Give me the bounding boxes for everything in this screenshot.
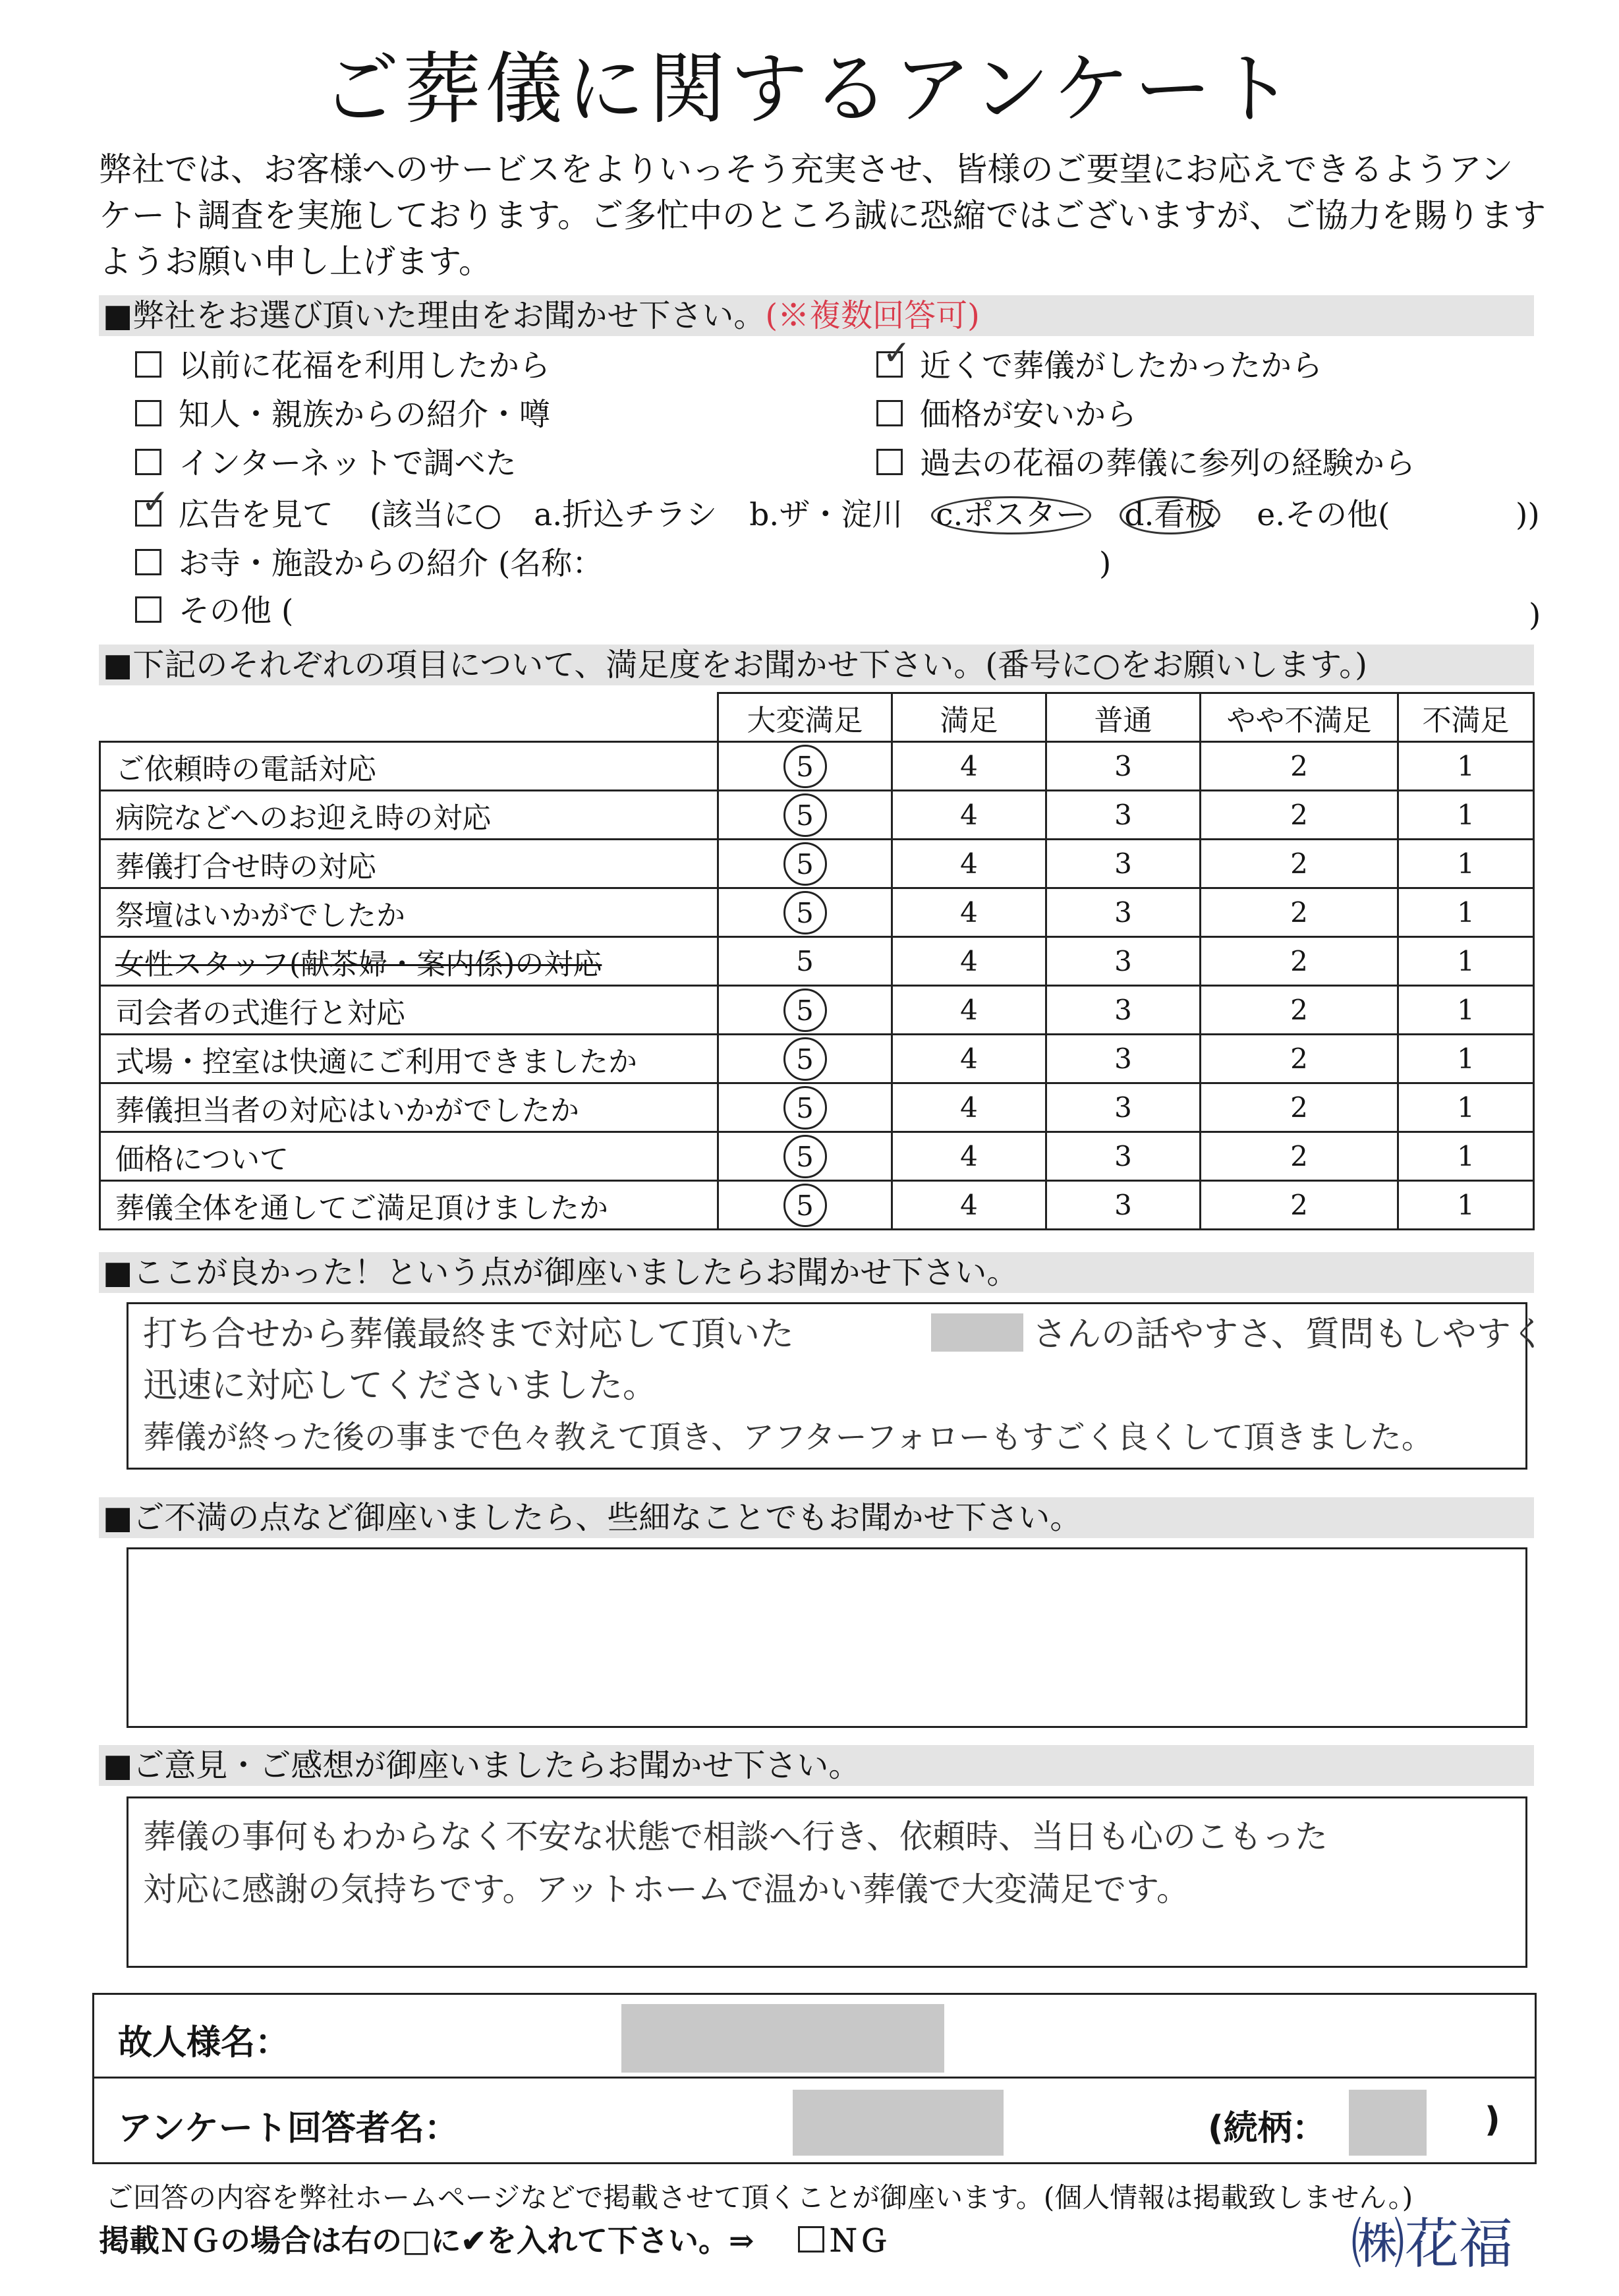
score-cell[interactable] xyxy=(718,1132,892,1181)
score-circled: 5 xyxy=(783,842,827,886)
score-value: 3 xyxy=(1114,1189,1132,1221)
score-cell[interactable] xyxy=(892,1035,1046,1083)
ad-close-paren: )) xyxy=(1516,497,1540,533)
checkbox[interactable] xyxy=(135,549,161,575)
reason-label: 過去の花福の葬儀に参列の経験から xyxy=(920,445,1415,482)
score-cell[interactable] xyxy=(1398,986,1534,1035)
score-value: 4 xyxy=(960,750,978,782)
score-cell[interactable] xyxy=(1398,888,1534,937)
reason-label: 広告を見て xyxy=(179,497,333,533)
score-value: 2 xyxy=(1290,799,1308,831)
intro-line-1: 弊社では、お客様へのサービスをよりいっそう充実させ、皆様のご要望にお応えできるようアン xyxy=(99,150,1514,188)
score-cell[interactable] xyxy=(1046,986,1201,1035)
score-cell[interactable] xyxy=(718,986,892,1035)
redacted-deceased-name xyxy=(621,2004,944,2073)
info-divider xyxy=(94,2077,1535,2079)
section-comments-heading: ■ご意見・ご感想が御座いましたらお聞かせ下さい。 xyxy=(99,1745,1534,1786)
checkbox[interactable] xyxy=(135,596,161,623)
question-cell: 葬儀全体を通してご満足頂けましたか xyxy=(100,1181,718,1230)
redacted-relation xyxy=(1349,2090,1427,2156)
score-value: 2 xyxy=(1290,847,1308,880)
score-value: 4 xyxy=(960,1189,978,1221)
table-row xyxy=(100,888,1534,937)
score-value: 3 xyxy=(1114,945,1132,977)
answer-line: 打ち合せから葬儀最終まで対応して頂いた xyxy=(143,1315,795,1354)
reason-label: 以前に花福を利用したから xyxy=(179,348,550,384)
reason-label: その他 ( xyxy=(179,593,294,629)
table-row xyxy=(100,791,1534,840)
score-cell[interactable] xyxy=(1201,742,1398,791)
question-cell: 価格について xyxy=(100,1132,718,1181)
checkbox-checked[interactable] xyxy=(876,351,903,378)
score-circled: 5 xyxy=(783,793,827,837)
ad-choice-a: a.折込チラシ xyxy=(534,497,718,533)
score-value: 3 xyxy=(1114,1091,1132,1124)
score-cell[interactable] xyxy=(1201,1083,1398,1132)
score-cell[interactable] xyxy=(892,791,1046,840)
score-cell[interactable] xyxy=(1046,888,1201,937)
checkbox[interactable] xyxy=(876,449,903,475)
score-circled: 5 xyxy=(783,989,827,1032)
redacted-name xyxy=(931,1313,1023,1352)
score-cell[interactable] xyxy=(1398,1035,1534,1083)
score-cell[interactable] xyxy=(892,1181,1046,1230)
table-row xyxy=(100,1035,1534,1083)
question-cell: 司会者の式進行と対応 xyxy=(100,986,718,1035)
relation-close-paren: ) xyxy=(1485,2100,1500,2140)
score-cell[interactable] xyxy=(1398,742,1534,791)
score-value: 2 xyxy=(1290,945,1308,977)
question-cell: 式場・控室は快適にご利用できましたか xyxy=(100,1035,718,1083)
score-value: 3 xyxy=(1114,994,1132,1026)
score-cell[interactable] xyxy=(892,1132,1046,1181)
multiple-answer-note: (※複数回答可) xyxy=(765,297,980,334)
score-value: 1 xyxy=(1457,750,1475,782)
company-logo: ㈱花福 xyxy=(1351,2213,1514,2276)
score-cell[interactable] xyxy=(1201,937,1398,986)
reason-option-ad xyxy=(135,496,1390,535)
page-title: ご葬儀に関するアンケート xyxy=(322,43,1297,134)
score-cell[interactable] xyxy=(892,888,1046,937)
score-circled: 5 xyxy=(783,1184,827,1227)
score-cell[interactable] xyxy=(718,1181,892,1230)
table-row xyxy=(100,1083,1534,1132)
reason-option xyxy=(135,444,517,484)
score-cell[interactable] xyxy=(1201,791,1398,840)
score-cell[interactable] xyxy=(1046,1181,1201,1230)
reason-option xyxy=(876,444,1415,484)
reason-label: 価格が安いから xyxy=(920,397,1137,433)
footer-notice: ご回答の内容を弊社ホームページなどで掲載させて頂くことが御座います。(個人情報は掲載致しません。) xyxy=(105,2181,1413,2214)
table-row xyxy=(100,986,1534,1035)
question-cell: 祭壇はいかがでしたか xyxy=(100,888,718,937)
question-cell: 葬儀担当者の対応はいかがでしたか xyxy=(100,1083,718,1132)
header-blank xyxy=(100,693,718,742)
score-cell[interactable] xyxy=(1201,1035,1398,1083)
score-value: 3 xyxy=(1114,1043,1132,1075)
score-cell[interactable] xyxy=(892,937,1046,986)
reason-label: インターネットで調べた xyxy=(179,445,517,482)
score-value: 1 xyxy=(1457,1189,1475,1221)
good-points-answer-box xyxy=(127,1302,1545,1470)
score-cell[interactable] xyxy=(718,888,892,937)
score-value: 3 xyxy=(1114,896,1132,929)
score-cell[interactable] xyxy=(1046,1132,1201,1181)
score-value: 4 xyxy=(960,896,978,929)
score-value: 1 xyxy=(1457,847,1475,880)
score-cell[interactable] xyxy=(1046,1035,1201,1083)
score-value: 3 xyxy=(1114,847,1132,880)
score-value: 2 xyxy=(1290,750,1308,782)
column-header: やや不満足 xyxy=(1201,693,1398,742)
checkbox-checked[interactable] xyxy=(135,500,161,527)
score-cell[interactable] xyxy=(892,840,1046,888)
score-value: 3 xyxy=(1114,750,1132,782)
score-cell[interactable] xyxy=(1046,937,1201,986)
score-value: 1 xyxy=(1457,994,1475,1026)
score-cell[interactable] xyxy=(1201,1132,1398,1181)
column-header: 大変満足 xyxy=(718,693,892,742)
score-circled: 5 xyxy=(783,1135,827,1178)
intro-line-2: ケート調査を実施しております。ご多忙中のところ誠に恐縮ではございますが、ご協力を賜ります xyxy=(99,196,1546,235)
table-row xyxy=(100,1181,1534,1230)
answer-line: 葬儀が終った後の事まで色々教えて頂き、アフターフォローもすごく良くして頂きました。 xyxy=(143,1419,1433,1456)
score-cell[interactable] xyxy=(718,791,892,840)
intro-line-3: ようお願い申し上げます。 xyxy=(99,243,492,281)
score-cell[interactable] xyxy=(1201,840,1398,888)
score-cell[interactable] xyxy=(892,742,1046,791)
score-value: 1 xyxy=(1457,945,1475,977)
reason-option xyxy=(876,347,1322,386)
score-cell[interactable] xyxy=(1398,840,1534,888)
question-cell: 女性スタッフ(献茶婦・案内係)の対応 xyxy=(100,937,718,986)
score-circled: 5 xyxy=(783,1037,827,1081)
score-value: 4 xyxy=(960,847,978,880)
score-value: 4 xyxy=(960,1043,978,1075)
section-satisfaction-heading: ■下記のそれぞれの項目について、満足度をお聞かせ下さい。(番号に○をお願いします。) xyxy=(99,645,1534,685)
score-cell[interactable] xyxy=(1398,1083,1534,1132)
score-cell[interactable] xyxy=(1201,986,1398,1035)
score-value: 4 xyxy=(960,1091,978,1124)
score-cell[interactable] xyxy=(1398,1132,1534,1181)
score-value: 4 xyxy=(960,994,978,1026)
ng-checkbox[interactable] xyxy=(798,2226,824,2253)
comments-answer-box xyxy=(127,1796,1527,1968)
score-value: 1 xyxy=(1457,1140,1475,1172)
reason-label: 近くで葬儀がしたかったから xyxy=(920,348,1322,384)
checkbox[interactable] xyxy=(135,449,161,475)
deceased-name-label: 故人様名： xyxy=(118,2023,290,2063)
answer-line: 迅速に対応してくださいました。 xyxy=(143,1366,658,1406)
question-cell: ご依頼時の電話対応 xyxy=(100,742,718,791)
column-header: 不満足 xyxy=(1398,693,1534,742)
score-value: 2 xyxy=(1290,1043,1308,1075)
temple-close-paren: ) xyxy=(1099,546,1112,582)
section-good-points-heading: ■ここが良かった！という点が御座いましたらお聞かせ下さい。 xyxy=(99,1252,1534,1293)
column-header: 普通 xyxy=(1046,693,1201,742)
score-cell[interactable] xyxy=(1398,937,1534,986)
score-value: 2 xyxy=(1290,896,1308,929)
question-cell: 病院などへのお迎え時の対応 xyxy=(100,791,718,840)
score-cell[interactable] xyxy=(892,1083,1046,1132)
section-complaints-heading: ■ご不満の点など御座いましたら、些細なことでもお聞かせ下さい。 xyxy=(99,1497,1534,1538)
score-cell[interactable] xyxy=(1201,888,1398,937)
ng-label: ＮＧ xyxy=(828,2223,889,2258)
reason-option xyxy=(135,395,550,435)
question-cell: 葬儀打合せ時の対応 xyxy=(100,840,718,888)
respondent-info-box xyxy=(92,1993,1537,2164)
score-circled: 5 xyxy=(783,745,827,788)
ad-choice-d[interactable]: d.看板 xyxy=(1120,496,1220,534)
satisfaction-table xyxy=(99,692,1535,1230)
table-row xyxy=(100,1132,1534,1181)
checkbox[interactable] xyxy=(135,400,161,426)
score-cell[interactable] xyxy=(718,1083,892,1132)
score-circled: 5 xyxy=(783,891,827,934)
complaints-answer-box[interactable] xyxy=(127,1547,1527,1728)
relation-label: (続柄： xyxy=(1208,2109,1326,2148)
score-circled: 5 xyxy=(783,1086,827,1130)
ad-choice-e: e.その他( xyxy=(1257,497,1390,533)
score-cell[interactable] xyxy=(1201,1181,1398,1230)
score-value: 1 xyxy=(1457,1043,1475,1075)
reason-option-temple xyxy=(135,544,603,584)
respondent-name-label: アンケート回答者名： xyxy=(118,2109,459,2148)
score-value: 3 xyxy=(1114,799,1132,831)
score-cell[interactable] xyxy=(1046,1083,1201,1132)
score-cell[interactable] xyxy=(1046,840,1201,888)
score-cell[interactable] xyxy=(718,742,892,791)
answer-line: さんの話やすさ、質問もしやすく xyxy=(1033,1315,1545,1354)
score-value: 4 xyxy=(960,945,978,977)
score-value: 2 xyxy=(1290,1091,1308,1124)
score-value: 1 xyxy=(1457,1091,1475,1124)
checkbox[interactable] xyxy=(876,400,903,426)
score-value: 2 xyxy=(1290,1189,1308,1221)
reason-option xyxy=(135,347,550,386)
section-reason-heading xyxy=(99,295,1534,336)
answer-line: 葬儀の事何もわからなく不安な状態で相談へ行き、依頼時、当日も心のこもった xyxy=(143,1818,1328,1856)
table-row xyxy=(100,742,1534,791)
score-value: 4 xyxy=(960,1140,978,1172)
score-value: 1 xyxy=(1457,896,1475,929)
score-value: 2 xyxy=(1290,994,1308,1026)
score-value: 1 xyxy=(1457,799,1475,831)
score-value: 5 xyxy=(796,945,814,977)
table-row xyxy=(100,937,1534,986)
score-value: 2 xyxy=(1290,1140,1308,1172)
score-cell[interactable] xyxy=(718,840,892,888)
score-cell[interactable] xyxy=(718,937,892,986)
reason-option-other xyxy=(135,592,293,631)
score-cell[interactable] xyxy=(1398,791,1534,840)
ad-choice-b: b.ザ・淀川 xyxy=(749,497,903,533)
footer-ng-instruction xyxy=(99,2217,889,2260)
ad-hint: (該当に○ xyxy=(369,497,502,533)
checkbox[interactable] xyxy=(135,351,161,378)
score-cell[interactable] xyxy=(892,986,1046,1035)
reason-option xyxy=(876,395,1137,435)
reason-label: お寺・施設からの紹介 (名称： xyxy=(179,546,604,582)
answer-line: 対応に感謝の気持ちです。アットホームで温かい葬儀で大変満足です。 xyxy=(143,1870,1189,1909)
other-close-paren: ) xyxy=(1529,597,1541,633)
score-cell[interactable] xyxy=(1046,742,1201,791)
score-cell[interactable] xyxy=(718,1035,892,1083)
reason-label: 知人・親族からの紹介・噂 xyxy=(179,397,550,433)
table-row xyxy=(100,840,1534,888)
table-header-row xyxy=(100,693,1534,742)
score-cell[interactable] xyxy=(1046,791,1201,840)
ng-instruction-text: 掲載ＮＧの場合は右の□に✔を入れて下さい。⇒ xyxy=(99,2223,754,2258)
column-header: 満足 xyxy=(892,693,1046,742)
score-value: 3 xyxy=(1114,1140,1132,1172)
ad-choice-c[interactable]: c.ポスター xyxy=(931,496,1091,534)
redacted-respondent-name xyxy=(793,2090,1004,2156)
section-reason-title: ■弊社をお選び頂いた理由をお聞かせ下さい。 xyxy=(103,297,766,334)
score-cell[interactable] xyxy=(1398,1181,1534,1230)
score-value: 4 xyxy=(960,799,978,831)
